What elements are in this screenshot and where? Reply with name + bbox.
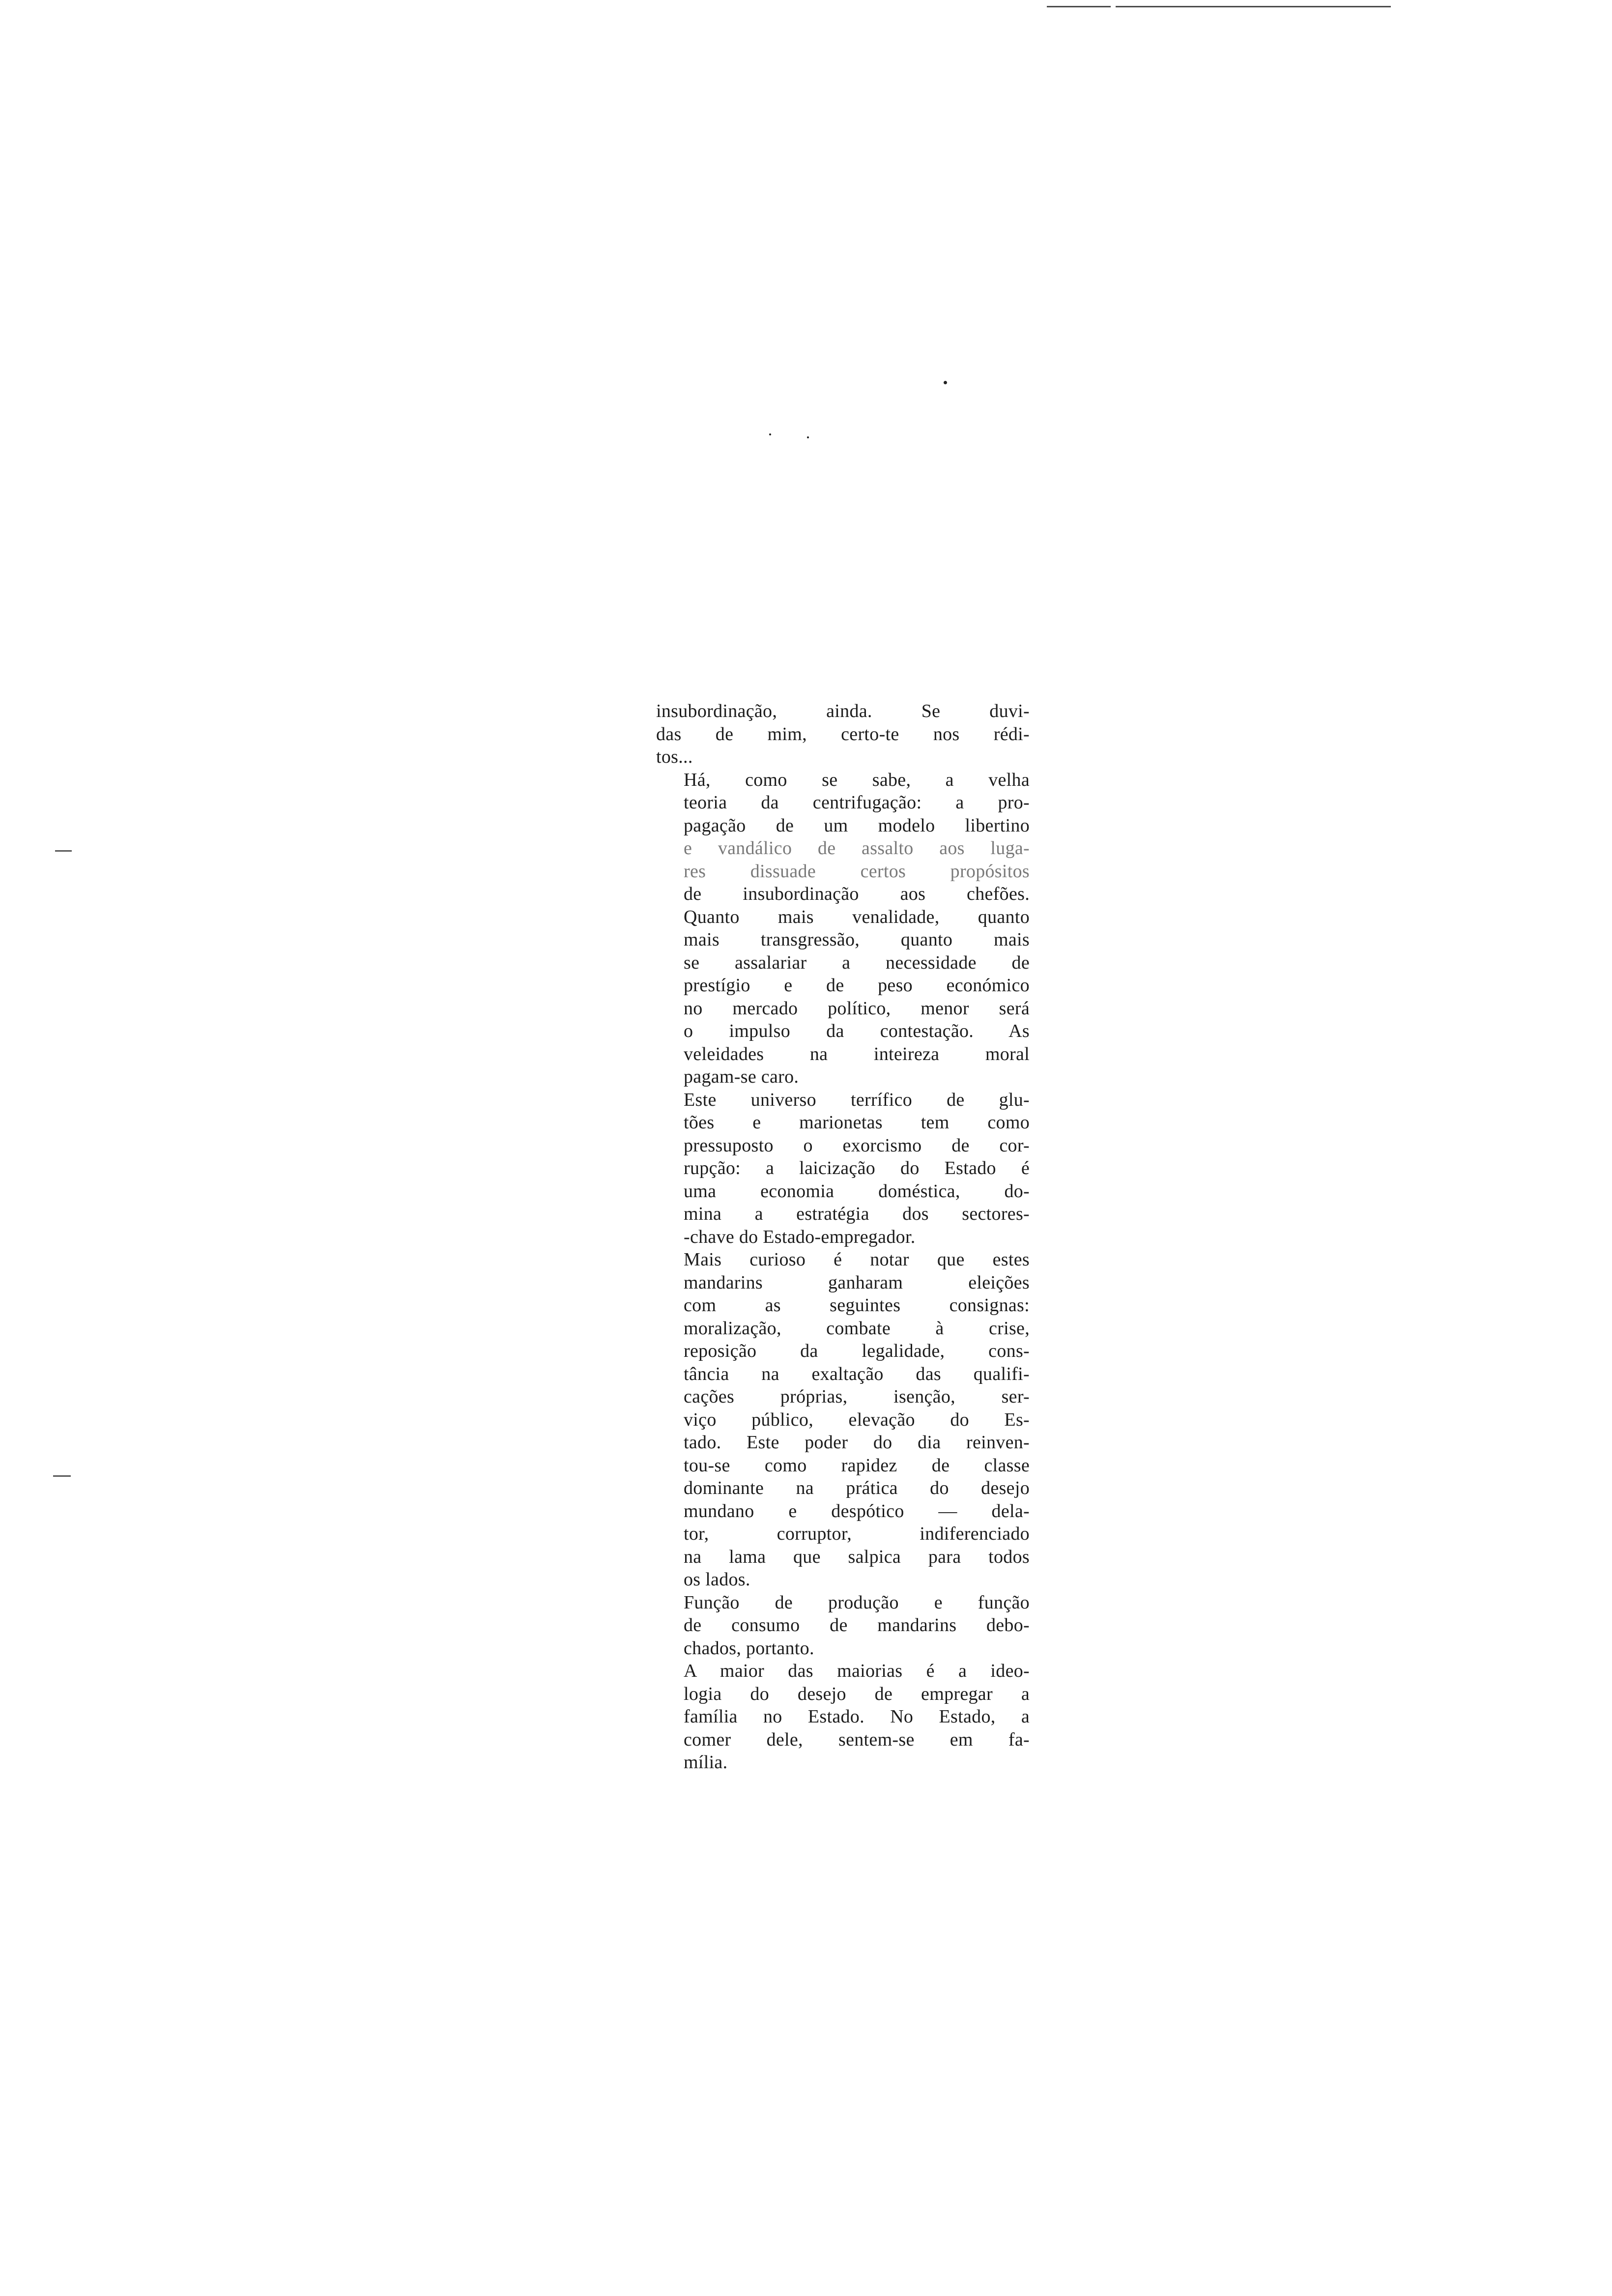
text-line: logia do desejo de empregar a [684,1683,1030,1704]
scan-mark-left [55,850,72,852]
text-line: no mercado político, menor será [684,998,1030,1019]
text-line: A maior das maiorias é a ideo- [684,1661,1030,1681]
text-line: de consumo de mandarins debo- [684,1615,1030,1636]
text-line: Função de produção e função [684,1592,1030,1613]
text-line: com as seguintes consignas: [684,1295,1030,1316]
text-line: mandarins ganharam eleições [684,1272,1030,1293]
article-paragraph [656,700,1030,769]
article-column [656,700,1030,1774]
text-line: insubordinação, ainda. Se duvi- [656,701,1030,721]
text-line: cações próprias, isenção, ser- [684,1386,1030,1407]
text-line: chados, portanto. [684,1637,814,1659]
text-line: viço público, elevação do Es- [684,1409,1030,1430]
text-line: das de mim, certo-te nos rédi- [656,723,1030,745]
text-line: tado. Este poder do dia reinven- [684,1432,1030,1453]
text-line: na lama que salpica para todos [684,1546,1030,1567]
text-line: Mais curioso é notar que estes [684,1249,1030,1270]
article-paragraph [656,1660,1030,1774]
text-line: e vandálico de assalto aos luga- [684,838,1030,859]
scan-rule-top [1047,6,1111,7]
article-paragraph [656,1591,1030,1660]
scan-speck [769,433,771,435]
text-line: se assalariar a necessidade de [684,952,1030,973]
text-line: os lados. [684,1569,750,1590]
text-line: de insubordinação aos chefões. [684,884,1030,904]
text-line: pagam-se caro. [684,1066,799,1087]
text-line: tões e marionetas tem como [684,1112,1030,1133]
text-line: tância na exaltação das qualifi- [684,1363,1030,1384]
text-line: rupção: a laicização do Estado é [684,1158,1030,1178]
text-line: mina a estratégia dos sectores- [684,1204,1030,1224]
text-line: mundano e despótico — dela- [684,1500,1030,1521]
scan-speck [807,436,809,438]
text-line: reposição da legalidade, cons- [684,1341,1030,1361]
article-paragraph [656,1248,1030,1591]
text-line: dominante na prática do desejo [684,1478,1030,1498]
article-paragraph [656,1089,1030,1249]
scan-speck [944,381,947,384]
text-line: moralização, combate à crise, [684,1318,1030,1339]
text-line: veleidades na inteireza moral [684,1043,1030,1064]
text-line: pagação de um modelo libertino [684,815,1030,836]
text-line: Há, como se sabe, a velha [684,769,1030,790]
text-line: mília. [684,1752,728,1773]
text-line: prestígio e de peso económico [684,975,1030,996]
text-line: Quanto mais venalidade, quanto [684,906,1030,927]
text-line: família no Estado. No Estado, a [684,1706,1030,1727]
text-line: tou-se como rapidez de classe [684,1455,1030,1476]
article-paragraph [656,769,1030,1089]
text-line: teoria da centrifugação: a pro- [684,792,1030,813]
text-line: o impulso da contestação. As [684,1021,1030,1041]
text-line: uma economia doméstica, do- [684,1180,1030,1202]
text-line: res dissuade certos propósitos [684,861,1030,882]
text-line: pressuposto o exorcismo de cor- [684,1135,1030,1156]
scan-rule-top [1116,6,1391,7]
text-line: mais transgressão, quanto mais [684,929,1030,950]
text-line: Este universo terrífico de glu- [684,1089,1030,1110]
text-line: -chave do Estado-empregador. [684,1226,916,1247]
scan-mark-left [53,1475,71,1477]
text-line: tor, corruptor, indiferenciado [684,1523,1030,1544]
text-line: tos... [656,746,693,767]
text-line: comer dele, sentem-se em fa- [684,1729,1030,1750]
